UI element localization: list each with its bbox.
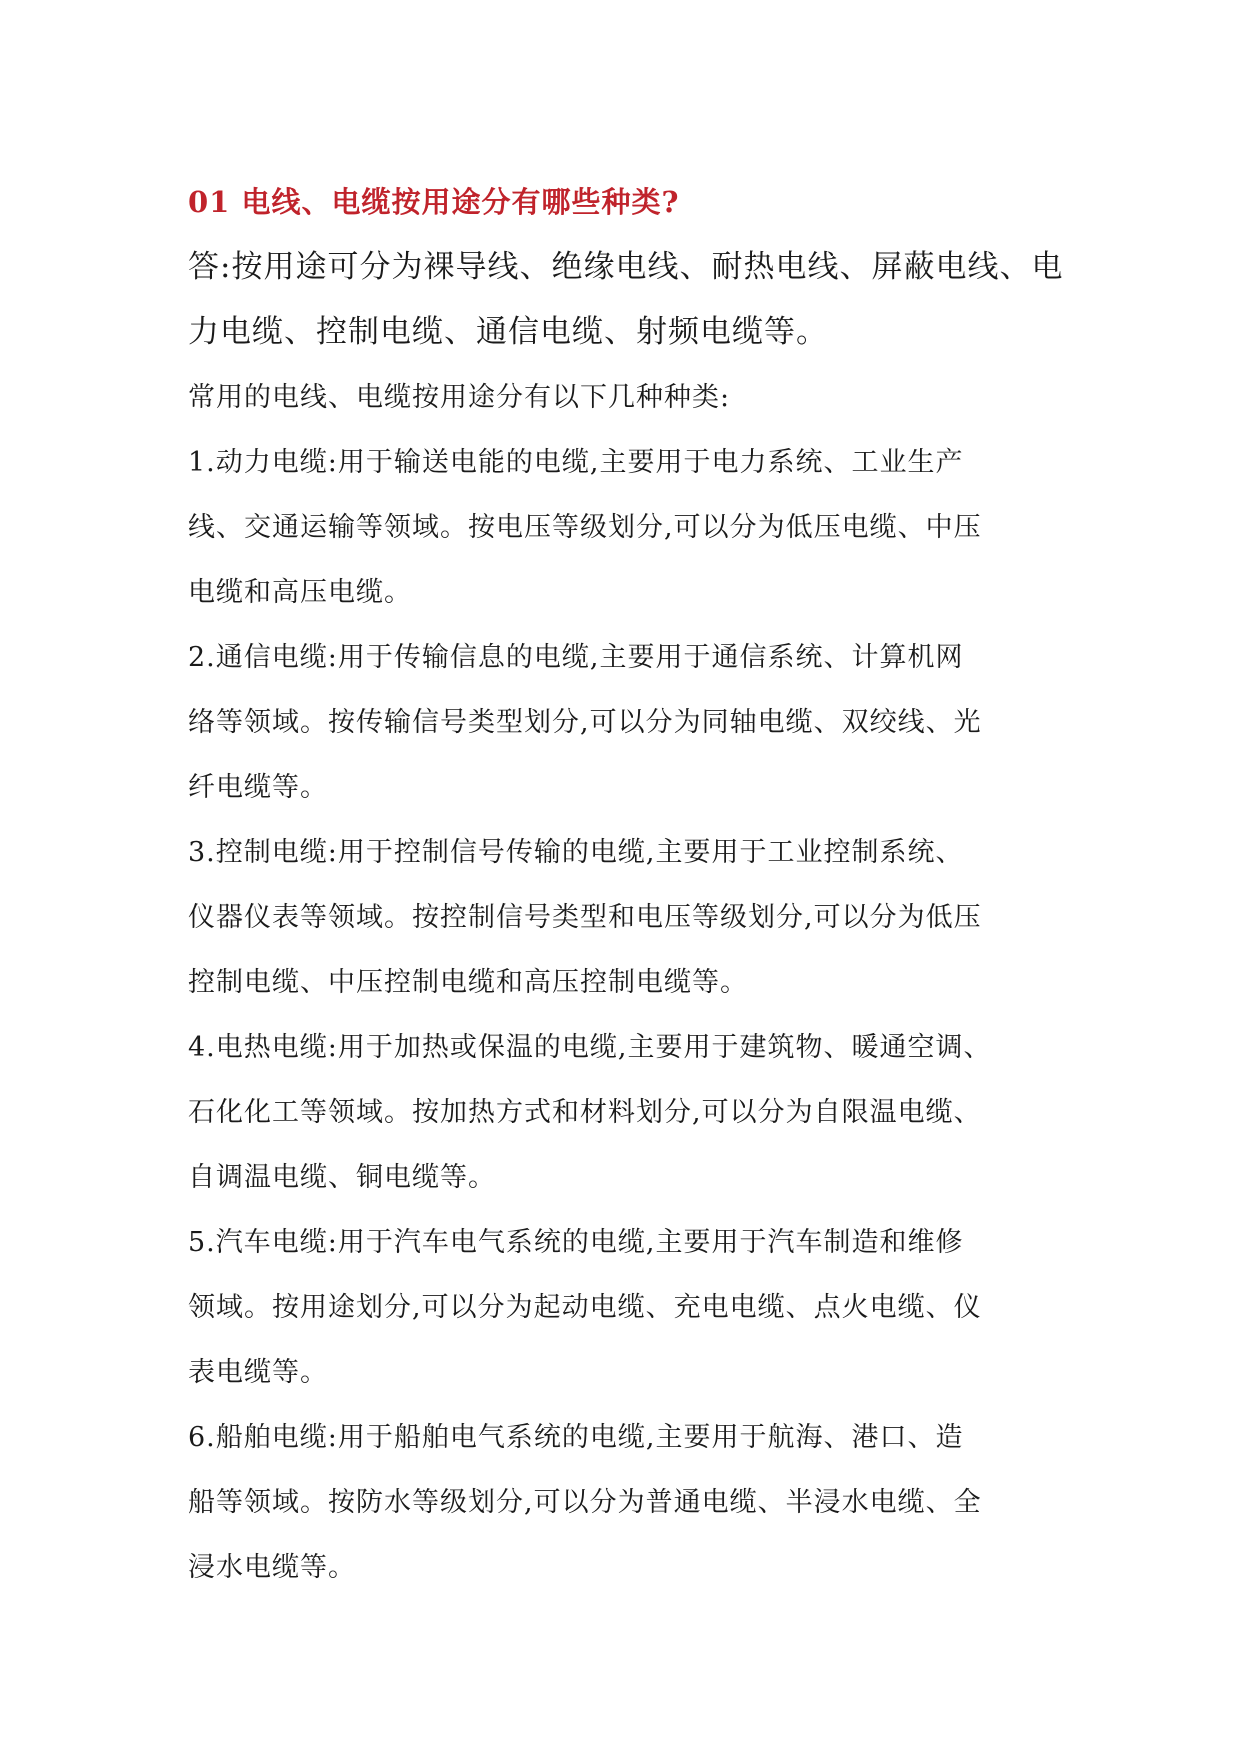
list-item-control-cable: 3.控制电缆:用于控制信号传输的电缆,主要用于工业控制系统、 仪器仪表等领域。按控制信号类型和电压等级划分,可以分为低压 控制电缆、中压控制电缆和高压控制电缆等。 xyxy=(188,837,982,998)
answer-paragraph: 答:按用途可分为裸导线、绝缘电线、耐热电线、屏蔽电线、电 力电缆、控制电缆、通信电缆、射频电缆等。 xyxy=(188,249,1064,350)
list-item-marine-cable: 6.船舶电缆:用于船舶电气系统的电缆,主要用于航海、港口、造 船等领域。按防水等级划分,可以分为普通电缆、半浸水电缆、全 浸水电缆等。 xyxy=(188,1422,982,1583)
question-title: 01 电线、电缆按用途分有哪些种类? xyxy=(188,185,680,219)
list-item-communication-cable: 2.通信电缆:用于传输信息的电缆,主要用于通信系统、计算机网 络等领域。按传输信号类型划分,可以分为同轴电缆、双绞线、光 纤电缆等。 xyxy=(188,642,982,803)
list-item-automotive-cable: 5.汽车电缆:用于汽车电气系统的电缆,主要用于汽车制造和维修 领域。按用途划分,可以分为起动电缆、充电电缆、点火电缆、仪 表电缆等。 xyxy=(188,1227,982,1388)
list-item-heating-cable: 4.电热电缆:用于加热或保温的电缆,主要用于建筑物、暖通空调、 石化化工等领域。按加热方式和材料划分,可以分为自限温电缆、 自调温电缆、铜电缆等。 xyxy=(188,1032,992,1193)
intro-paragraph: 常用的电线、电缆按用途分有以下几种种类: xyxy=(188,382,731,413)
list-item-power-cable: 1.动力电缆:用于输送电能的电缆,主要用于电力系统、工业生产 线、交通运输等领域。按电压等级划分,可以分为低压电缆、中压 电缆和高压电缆。 xyxy=(188,447,982,608)
document-content xyxy=(188,170,1088,1600)
